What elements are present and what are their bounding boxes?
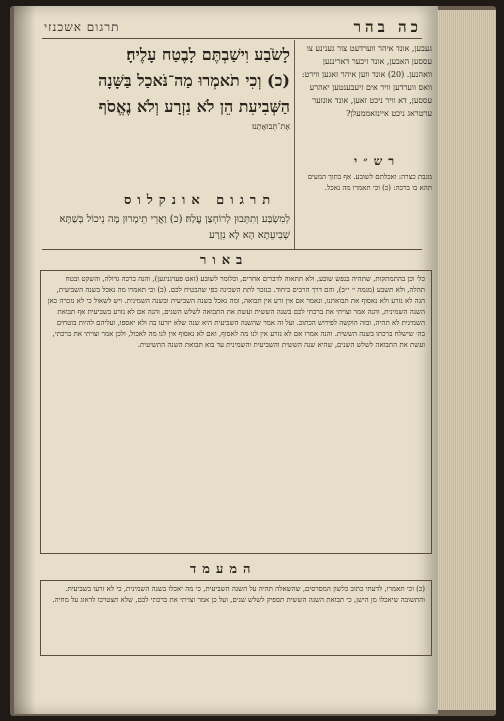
header-rule bbox=[42, 38, 422, 39]
spine-shadow bbox=[14, 6, 36, 714]
rashi-title: רש״י bbox=[354, 154, 401, 168]
german-translation: געבען, אונד איהר ווערדעט צור גענינע צו עססען האבען, אונד זיכער דאריננען וואהנען. (20) אונד ווען איהר זאגען ווירט: וואס ווערדען וויר אים זיעבענטען יאהרע עססען, דא וויר ניכט זאען, אונד אונזער ערטראג ניכט איינזאממעלן? bbox=[301, 44, 432, 118]
running-head bbox=[44, 18, 422, 37]
verse-line-2: (כ) וְכִי תֹאמְרוּ מַה־נֹּאכַל בַּשָּׁנָה bbox=[98, 71, 290, 90]
hamaamad-text: (כ) וכי תאמרו, לדעתי כתוב כלשון המסרסים, שהשאלה תהיה על השנה השביעית, כי מה יאכלו בשנה השמינית, כי לא זרעו בשביעית. והתשובה שיאכלו מן הישן, כי תבואת השנה הששית תספיק לשלש שנים, ועל כן אמר וצויתי את ברכתי לכם, שלא תצטרכו לדאוג על מחיה. bbox=[52, 585, 425, 604]
biur-text: כל׳ וכן בהתמתקות, שתהיה בנפש שובע, ולא תתאוה לדברים אחרים, וכלומר לשובע (זאט פערגניגען), והנה ברכה גדולה, והשקט ובטח תהלה, ולא תשבע (מגמה י׳ י״ב), והם דרך הרבים ביחוד. כנזכר לתת השכינה כפי שהבטיח לכם. (כ) וכי תאמרו מה נאכל בשנה השביעית, הנה לא נזרע ולא נאסוף את תבואתנו, ונאמר אם אין זרע אין תבואה, ומה נאכל בשנה השביעית ובשנה השמינית. ויש לשאול כי לא נזכרה כאן השנה השמינית, והנה אמר וצויתי את ברכתי לכם בשנה הששית ועשת את התבואה לשלש השנים, והנה אם לא נזרע בשביעית אף תבואת השמינית לא תהיה, ובזה הוקשה לפירוש הכתוב. ועל זה אמר שהשנה השביעית היא שנה שלא יזרעו בה ולא יאספו, ועליהם להיות בוטחים בה׳ שישלח ברכתו בשנה הששית. והנה אמרו אם לא נזרע אין לנו מה לאסוף, ואם לא נאסוף אין לנו מה לאכול, ולכן אמר וצויתי את ברכתי, ועשת את התבואה לשלש השנים, שהיא שנה הששית והשביעית והשמינית עד בוא תבואת השנה התשיעית. bbox=[47, 275, 425, 349]
biur-title: באור bbox=[200, 253, 249, 268]
seder-heading: כה בהר bbox=[353, 18, 422, 36]
hamaamad-commentary bbox=[40, 580, 432, 656]
verse-line-1: לָשֹׂבַע וִישַׁבְתֶּם לָבֶטַח עָלֶיהָ׃ bbox=[126, 45, 290, 64]
onkelos-title: תרגום אונקלוס bbox=[124, 193, 277, 208]
book-page bbox=[14, 6, 438, 714]
translation-heading: תרגום אשכנזי bbox=[44, 20, 120, 34]
page-edges bbox=[438, 10, 496, 710]
onkelos-text: לְמִשְׂבַּע וְתִתְּבוּן לְרוֹחְצַן עֲלַהּ׃ (כ) וַאֲרֵי תֵימְרוּן מָה נֵיכוֹל בְּשַׁתָּא שְׁבִיעֵתָא הָא לָא נִזְרַע bbox=[59, 214, 290, 241]
biur-commentary bbox=[40, 270, 432, 554]
verse-line-3: הַשְּׁבִיעִת הֵן לֹא נִזְרָע וְלֹא נֶאֱסֹף bbox=[98, 97, 290, 116]
hamaamad-title: המעמד bbox=[190, 562, 257, 577]
verse-line-4: אֶת־תְּבוּאָתֵנוּ׃ bbox=[252, 122, 290, 131]
column-divider bbox=[294, 40, 295, 250]
biur-rule bbox=[42, 249, 422, 250]
verse-column bbox=[44, 42, 290, 192]
book bbox=[10, 6, 496, 716]
rashi-text: מגבת כצרה: ואכלתם לשובע. אף בתוך המעים תהא בו ברכה: (כ) וכי תאמרו מה נאכל. bbox=[307, 173, 432, 192]
